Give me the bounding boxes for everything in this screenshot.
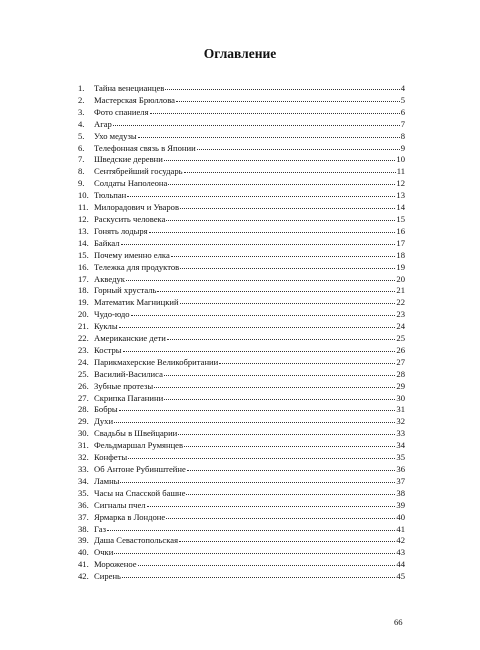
toc-entry-number: 11.: [78, 202, 89, 213]
toc-entry-number: 14.: [78, 237, 89, 248]
toc-entry-page: 20: [396, 273, 405, 284]
toc-entry-page: 12: [396, 178, 405, 189]
toc-entry-page: 30: [396, 392, 405, 403]
toc-entry: [78, 107, 405, 119]
toc-entry-page: 15: [396, 213, 405, 224]
toc-entry-page: 29: [396, 380, 405, 391]
toc-entry: [78, 309, 405, 321]
dot-leader: [126, 279, 395, 281]
toc-entry-title: Даша Севастопольская: [94, 535, 179, 546]
toc-entry: [78, 321, 405, 333]
dot-leader: [179, 540, 395, 542]
toc-entry-title: Тайна венецианцев: [94, 83, 165, 93]
toc-entry-title: Бобры: [94, 404, 118, 415]
dot-leader: [121, 243, 396, 245]
dot-leader: [114, 552, 395, 554]
dot-leader: [164, 159, 396, 161]
toc-entry-title: Гонять лодыря: [94, 225, 148, 236]
toc-entry-page: 8: [400, 130, 405, 141]
toc-entry-number: 15.: [78, 249, 89, 260]
toc-entry: [78, 512, 405, 524]
toc-entry-number: 10.: [78, 190, 89, 201]
toc-entry-page: 37: [396, 475, 405, 486]
toc-entry-number: 23.: [78, 344, 89, 355]
toc-entry: [78, 369, 405, 381]
toc-entry-number: 7.: [78, 154, 85, 165]
toc-entry-number: 31.: [78, 440, 89, 451]
toc-entry-title: Василий-Василиса: [94, 368, 163, 379]
toc-entry-title: Сигналы пчел: [94, 499, 146, 510]
toc-entry: [78, 357, 405, 369]
toc-entry: [78, 404, 405, 416]
toc-entry-title: Тюльпан: [94, 190, 127, 201]
toc-entry-page: 27: [396, 356, 405, 367]
toc-entry-page: 25: [396, 333, 405, 344]
toc-entry: [78, 393, 405, 405]
dot-leader: [219, 362, 395, 364]
toc-entry-number: 30.: [78, 428, 89, 439]
toc-entry-title: Байкал: [94, 237, 120, 248]
dot-leader: [131, 314, 396, 316]
toc-entry-title: Мороженое: [94, 559, 137, 570]
toc-entry: [78, 571, 405, 583]
toc-entry: [78, 202, 405, 214]
toc-entry: [78, 119, 405, 131]
toc-entry: [78, 131, 405, 143]
dot-leader: [127, 195, 395, 197]
toc-entry-title: Телефонная связь в Японии: [94, 142, 196, 153]
dot-leader: [114, 421, 395, 423]
toc-entry-page: 10: [396, 154, 405, 165]
toc-entry: [78, 428, 405, 440]
toc-entry-number: 40.: [78, 547, 89, 558]
toc-entry-number: 36.: [78, 499, 89, 510]
toc-entry: [78, 214, 405, 226]
toc-entry-page: 19: [396, 261, 405, 272]
toc-entry: [78, 226, 405, 238]
toc-entry-title: Ламны: [94, 475, 120, 486]
toc-entry-page: 13: [396, 190, 405, 201]
toc-entry-number: 42.: [78, 571, 89, 582]
toc-entry-number: 21.: [78, 321, 89, 332]
dot-leader: [123, 350, 396, 352]
toc-entry-page: 39: [396, 499, 405, 510]
toc-entry-title: Агар: [94, 118, 112, 129]
dot-leader: [166, 517, 395, 519]
toc-entry-page: 16: [396, 225, 405, 236]
toc-entry-title: Солдаты Наполеона: [94, 178, 168, 189]
toc-entry-title: Ярмарка в Лондоне: [94, 511, 166, 522]
toc-entry: [78, 262, 405, 274]
toc-entry: [78, 500, 405, 512]
dot-leader: [149, 231, 396, 233]
toc-entry-number: 41.: [78, 559, 89, 570]
toc-entry-number: 22.: [78, 333, 89, 344]
toc-entry-page: 26: [396, 344, 405, 355]
toc-entry: [78, 285, 405, 297]
dot-leader: [128, 457, 395, 459]
toc-entry: [78, 333, 405, 345]
dot-leader: [180, 302, 396, 304]
toc-entry-page: 14: [396, 202, 405, 213]
toc-entry-page: 21: [396, 285, 405, 296]
toc-entry-number: 2.: [78, 94, 85, 105]
toc-entry-number: 6.: [78, 142, 85, 153]
dot-leader: [184, 445, 395, 447]
dot-leader: [164, 374, 396, 376]
toc-entry-number: 32.: [78, 452, 89, 463]
toc-entry-number: 28.: [78, 404, 89, 415]
toc-entry-page: 40: [396, 511, 405, 522]
toc-entry-title: Тележка для продуктов: [94, 261, 180, 272]
toc-entry-number: 38.: [78, 523, 89, 534]
toc-entry-number: 27.: [78, 392, 89, 403]
toc-entry-page: 9: [400, 142, 405, 153]
toc-entry-page: 22: [396, 297, 405, 308]
dot-leader: [167, 338, 396, 340]
toc-entry-title: Ухо медузы: [94, 130, 137, 141]
toc-entry-page: 17: [396, 237, 405, 248]
toc-entry-title: Духи: [94, 416, 114, 427]
toc-entry-page: 38: [396, 487, 405, 498]
toc-entry-page: 36: [396, 464, 405, 474]
dot-leader: [165, 88, 399, 90]
dot-leader: [147, 505, 396, 507]
dot-leader: [171, 255, 396, 257]
toc-entry-page: 42: [396, 535, 405, 546]
toc-entry: [78, 297, 405, 309]
dot-leader: [178, 433, 395, 435]
dot-leader: [180, 207, 395, 209]
toc-entry-number: 39.: [78, 535, 89, 546]
toc-entry: [78, 345, 405, 357]
dot-leader: [166, 219, 395, 221]
dot-leader: [113, 124, 400, 126]
toc-entry: [78, 178, 405, 190]
toc-entry-number: 34.: [78, 475, 89, 486]
toc-entry: [78, 452, 405, 464]
toc-entry: [78, 166, 405, 178]
toc-entry: [78, 381, 405, 393]
toc-entry: [78, 238, 405, 250]
dot-leader: [176, 100, 400, 102]
toc-entry-page: 41: [396, 523, 405, 534]
dot-leader: [138, 564, 396, 566]
toc-entry-title: Горный хрусталь: [94, 285, 157, 296]
toc-entry-page: 31: [396, 404, 405, 415]
toc-entry-page: 7: [400, 118, 405, 129]
toc-entry: [78, 535, 405, 547]
dot-leader: [138, 136, 400, 138]
toc-entry-title: Куклы: [94, 321, 118, 332]
toc-entry-title: Очки: [94, 547, 114, 558]
toc-entry: [78, 559, 405, 571]
toc-entry-number: 26.: [78, 380, 89, 391]
toc-entry: [78, 83, 405, 95]
toc-entry-number: 37.: [78, 511, 89, 522]
dot-leader: [150, 112, 400, 114]
toc-entry-title: Скрипка Паганини: [94, 392, 164, 403]
toc-entry: [78, 547, 405, 559]
toc-entry-page: 11: [396, 166, 405, 177]
toc-entry-number: 17.: [78, 273, 89, 284]
toc-entry-page: 5: [400, 94, 405, 105]
toc-entry: [78, 440, 405, 452]
toc-entry-number: 25.: [78, 368, 89, 379]
toc-entry-page: 28: [396, 368, 405, 379]
toc-entry: [78, 416, 405, 428]
dot-leader: [122, 576, 395, 578]
toc-entry-page: 44: [396, 559, 405, 570]
toc-entry-title: Раскусить человека: [94, 213, 166, 224]
toc-entry-page: 18: [396, 249, 405, 260]
toc-entry: [78, 274, 405, 286]
dot-leader: [164, 398, 395, 400]
toc-entry: [78, 190, 405, 202]
toc-entry: [78, 524, 405, 536]
toc-entry-page: 4: [400, 83, 405, 93]
dot-leader: [180, 267, 395, 269]
toc-entry-page: 33: [396, 428, 405, 439]
toc-entry-number: 24.: [78, 356, 89, 367]
toc-entry-title: Почему именно елка: [94, 249, 170, 260]
toc-entry-title: Газ: [94, 523, 106, 534]
toc-entry: [78, 250, 405, 262]
toc-entry-number: 9.: [78, 178, 85, 189]
toc-entry-title: Сентябрейший государь: [94, 166, 183, 177]
toc-entry: [78, 476, 405, 488]
toc-entry-page: 6: [400, 106, 405, 117]
toc-entry-title: Сирень: [94, 571, 121, 582]
dot-leader: [186, 493, 395, 495]
toc-entry-number: 5.: [78, 130, 85, 141]
toc-entry-page: 34: [396, 440, 405, 451]
toc-entry-title: Шведские деревни: [94, 154, 163, 165]
toc-entry-title: Мастерская Брюллова: [94, 94, 175, 105]
toc-entry-title: Костры: [94, 344, 122, 355]
dot-leader: [184, 171, 396, 173]
toc-entry-number: 18.: [78, 285, 89, 296]
toc-entry-page: 43: [396, 547, 405, 558]
toc-entry-number: 20.: [78, 309, 89, 320]
toc-entry-number: 1.: [78, 83, 85, 93]
dot-leader: [119, 409, 396, 411]
toc-entry-page: 35: [396, 452, 405, 463]
toc-title: Оглавление: [203, 46, 277, 61]
toc-entry-title: Фельдмаршал Румянцев: [94, 440, 184, 451]
toc-entry-title: Часы на Спасской башне: [94, 487, 186, 498]
toc-entry-page: 45: [396, 571, 405, 582]
toc-entry-title: Акведук: [94, 273, 125, 284]
toc-entry: [78, 464, 405, 476]
toc-entry-title: Милорадович и Уваров: [94, 202, 180, 213]
toc-entry-title: Свадьбы в Швейцарии: [94, 428, 178, 439]
dot-leader: [154, 386, 395, 388]
toc-entry-title: Чудо-юдо: [94, 309, 130, 320]
toc-entry: [78, 154, 405, 166]
toc-entry-number: 35.: [78, 487, 89, 498]
toc-entry-title: Математик Магницкий: [94, 297, 179, 308]
toc-entry: [78, 95, 405, 107]
dot-leader: [197, 148, 400, 150]
table-of-contents: [78, 83, 405, 583]
toc-entry: [78, 488, 405, 500]
toc-entry-number: 13.: [78, 225, 89, 236]
dot-leader: [107, 529, 395, 531]
dot-leader: [168, 183, 395, 185]
toc-entry: [78, 143, 405, 155]
toc-entry-title: Американские дети: [94, 333, 166, 344]
toc-entry-page: 24: [396, 321, 405, 332]
toc-entry-number: 33.: [78, 464, 89, 474]
dot-leader: [157, 290, 395, 292]
toc-entry-number: 29.: [78, 416, 89, 427]
toc-entry-number: 4.: [78, 118, 85, 129]
toc-entry-title: Парикмахерские Великобритании: [94, 356, 219, 367]
toc-entry-page: 32: [396, 416, 405, 427]
toc-entry-page: 23: [396, 309, 405, 320]
toc-entry-number: 3.: [78, 106, 85, 117]
dot-leader: [187, 469, 396, 471]
dot-leader: [119, 326, 396, 328]
toc-entry-number: 8.: [78, 166, 85, 177]
toc-entry-title: Фото спаниеля: [94, 106, 149, 117]
toc-entry-number: 19.: [78, 297, 89, 308]
toc-entry-title: Зубные протезы: [94, 380, 154, 391]
dot-leader: [120, 481, 395, 483]
toc-entry-title: Об Антоне Рубинштейне: [94, 464, 186, 474]
toc-entry-number: 12.: [78, 213, 89, 224]
toc-entry-title: Конфеты: [94, 452, 128, 463]
page-number: 66: [394, 617, 403, 627]
toc-entry-number: 16.: [78, 261, 89, 272]
